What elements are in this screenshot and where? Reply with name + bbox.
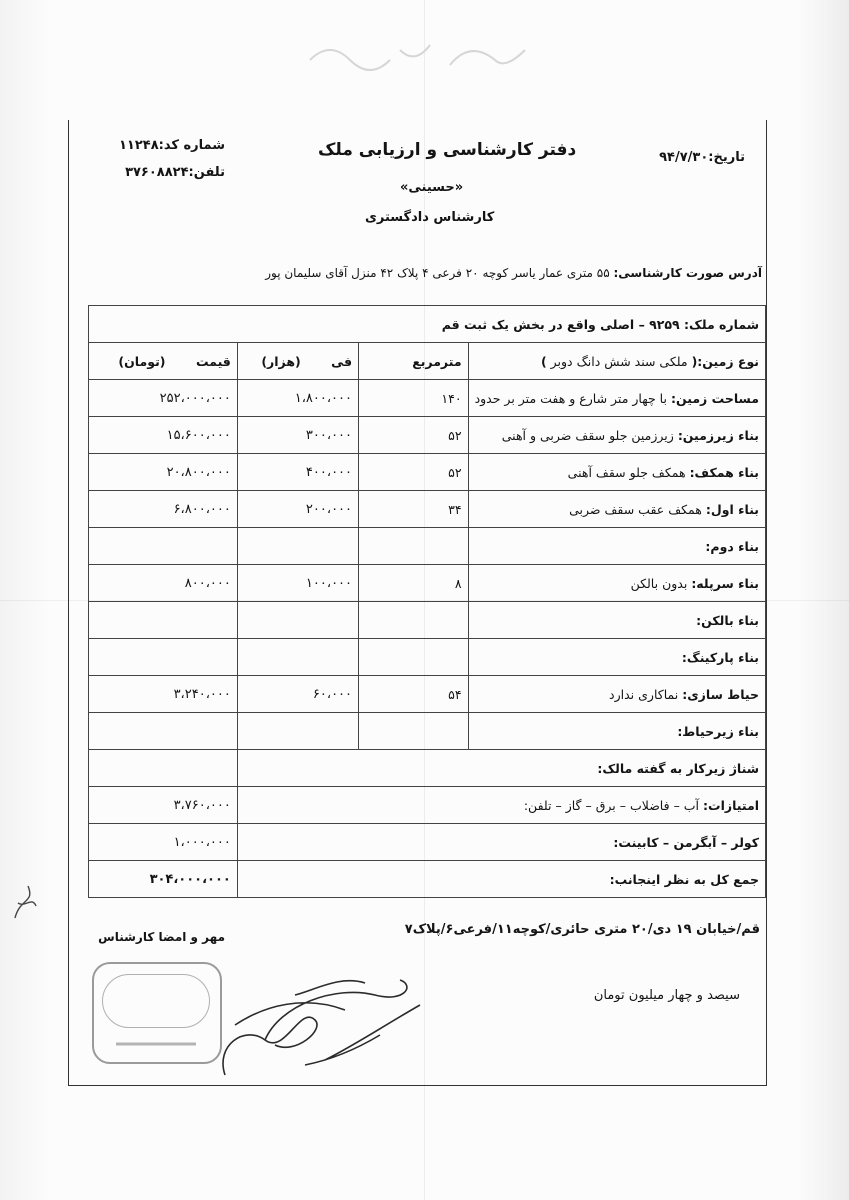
office-stamp xyxy=(92,962,222,1064)
code-value: ۱۱۲۴۸ xyxy=(118,138,159,153)
col-price-header: قیمت (تومان) xyxy=(89,343,238,380)
unit-price-cell: ۳۰۰،۰۰۰ xyxy=(237,417,358,454)
stamp-text-mark xyxy=(114,1034,200,1052)
unit-price-cell xyxy=(237,602,358,639)
col-area-header: مترمربع xyxy=(359,343,469,380)
land-type-value: ملکی سند شش دانگ دوبر xyxy=(550,353,688,369)
date-label: تاریخ: xyxy=(708,150,745,165)
seal-label: مهر و امضا کارشناس xyxy=(98,930,225,944)
table-row: بناء سرپله: بدون بالکن ۸ ۱۰۰،۰۰۰ ۸۰۰،۰۰۰ xyxy=(89,565,766,602)
signature-mark xyxy=(205,965,430,1090)
phone-line xyxy=(95,165,225,180)
property-number: شماره ملک: ۹۲۵۹ – اصلی واقع در بخش یک ثبت قم xyxy=(89,306,766,343)
office-name: «حسینی» xyxy=(400,180,464,195)
area-cell: ۱۴۰ xyxy=(359,380,469,417)
unit-price-cell: ۱۰۰،۰۰۰ xyxy=(237,565,358,602)
area-cell xyxy=(359,602,469,639)
table-row: بناء همکف: همکف جلو سقف آهنی ۵۲ ۴۰۰،۰۰۰ ۲۰،۸۰۰،۰۰۰ xyxy=(89,454,766,491)
area-cell xyxy=(359,713,469,750)
table-row: بناء دوم: xyxy=(89,528,766,565)
phone-label: تلفن: xyxy=(188,165,225,180)
date-line xyxy=(620,150,745,165)
price-cell xyxy=(89,713,238,750)
table-row: کولر – آبگرمن – کابینت: ۱،۰۰۰،۰۰۰ xyxy=(89,824,766,861)
code-line xyxy=(95,138,225,153)
land-type-row xyxy=(89,343,766,380)
col-unit-header: فی (هزار) xyxy=(237,343,358,380)
total-in-words: سیصد و چهار میلیون تومان xyxy=(593,988,740,1003)
total-row: جمع کل به نظر اینجانب: ۳۰۴،۰۰۰،۰۰۰ xyxy=(89,861,766,898)
area-cell xyxy=(359,639,469,676)
phone-value: ۳۷۶۰۸۸۲۴ xyxy=(125,165,189,180)
faint-handwriting xyxy=(300,20,560,90)
land-type-label: نوع زمین:( xyxy=(691,353,759,369)
price-cell xyxy=(89,750,238,787)
property-number-row xyxy=(89,306,766,343)
address-label: آدرس صورت کارشناسی: xyxy=(613,266,762,280)
unit-price-cell: ۱،۸۰۰،۰۰۰ xyxy=(237,380,358,417)
area-cell: ۳۴ xyxy=(359,491,469,528)
stamp-inner xyxy=(102,974,210,1028)
price-cell xyxy=(89,528,238,565)
price-cell: ۸۰۰،۰۰۰ xyxy=(89,565,238,602)
price-cell: ۶،۸۰۰،۰۰۰ xyxy=(89,491,238,528)
land-type-cell: نوع زمین:( ملکی سند شش دانگ دوبر ) xyxy=(468,343,765,380)
price-cell: ۱،۰۰۰،۰۰۰ xyxy=(89,824,238,861)
area-cell xyxy=(359,528,469,565)
table-row: بناء پارکینگ: xyxy=(89,639,766,676)
area-cell: ۵۲ xyxy=(359,454,469,491)
unit-price-cell: ۲۰۰،۰۰۰ xyxy=(237,491,358,528)
date-value: ۹۴/۷/۳۰ xyxy=(659,150,709,165)
price-cell xyxy=(89,639,238,676)
table-row: بناء اول: همکف عقب سقف ضربی ۳۴ ۲۰۰،۰۰۰ ۶،۸۰۰،۰۰۰ xyxy=(89,491,766,528)
table-row: بناء زیرزمین: زیرزمین جلو سقف ضربی و آهنی ۵۲ ۳۰۰،۰۰۰ ۱۵،۶۰۰،۰۰۰ xyxy=(89,417,766,454)
unit-price-cell xyxy=(237,713,358,750)
area-cell: ۸ xyxy=(359,565,469,602)
office-address: قم/خیابان ۱۹ دی/۲۰ متری حائری/کوچه۱۱/فرعی۶/پلاک۷ xyxy=(404,922,760,937)
table-row: حیاط سازی: نماکاری ندارد ۵۴ ۶۰،۰۰۰ ۳،۲۴۰،۰۰۰ xyxy=(89,676,766,713)
unit-price-cell xyxy=(237,639,358,676)
unit-price-cell: ۴۰۰،۰۰۰ xyxy=(237,454,358,491)
valuation-table xyxy=(88,305,766,898)
code-label: شماره کد: xyxy=(158,138,225,153)
price-cell: ۳،۷۶۰،۰۰۰ xyxy=(89,787,238,824)
unit-price-cell xyxy=(237,528,358,565)
table-row: شناژ زیرکار به گفته مالک: xyxy=(89,750,766,787)
price-cell xyxy=(89,602,238,639)
price-cell: ۲۰،۸۰۰،۰۰۰ xyxy=(89,454,238,491)
address-line xyxy=(90,266,762,280)
table-row: امتیازات: آب – فاضلاب – برق – گاز – تلفن: ۳،۷۶۰،۰۰۰ xyxy=(89,787,766,824)
office-subtitle: کارشناس دادگستری xyxy=(365,210,495,225)
unit-price-cell: ۶۰،۰۰۰ xyxy=(237,676,358,713)
table-row: مساحت زمین: با چهار متر شارع و هفت متر بر حدود ۱۴۰ ۱،۸۰۰،۰۰۰ ۲۵۲،۰۰۰،۰۰۰ xyxy=(89,380,766,417)
office-title: دفتر کارشناسی و ارزیابی ملک xyxy=(318,140,577,160)
address-value: ۵۵ متری عمار یاسر کوچه ۲۰ فرعی ۴ پلاک ۴۲ منزل آقای سلیمان پور xyxy=(265,266,610,280)
price-cell: ۱۵،۶۰۰،۰۰۰ xyxy=(89,417,238,454)
price-cell: ۲۵۲،۰۰۰،۰۰۰ xyxy=(89,380,238,417)
total-price-cell: ۳۰۴،۰۰۰،۰۰۰ xyxy=(89,861,238,898)
area-cell: ۵۴ xyxy=(359,676,469,713)
table-row: بناء زیرحیاط: xyxy=(89,713,766,750)
table-row: بناء بالکن: xyxy=(89,602,766,639)
price-cell: ۳،۲۴۰،۰۰۰ xyxy=(89,676,238,713)
margin-mark xyxy=(10,878,40,923)
area-cell: ۵۲ xyxy=(359,417,469,454)
